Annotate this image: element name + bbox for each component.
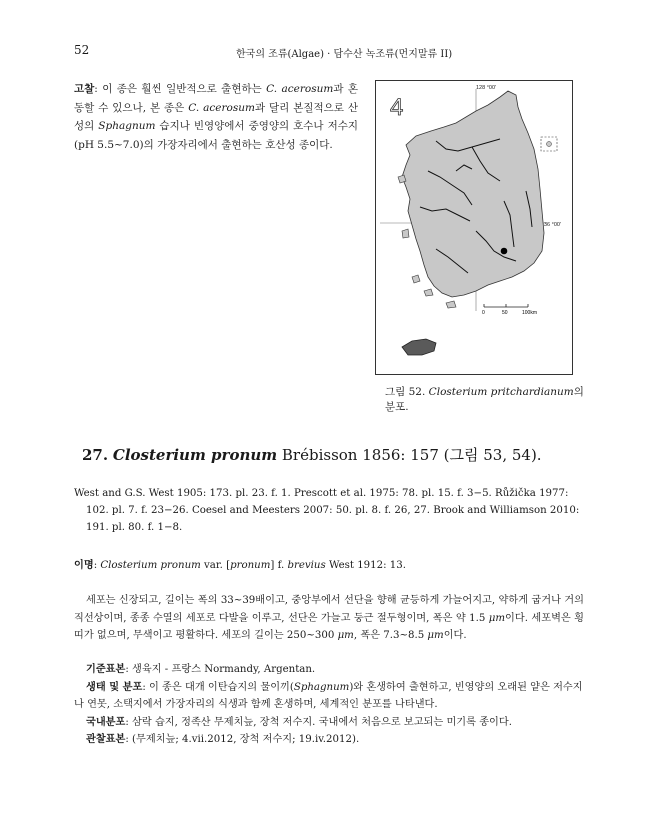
panel-number-label: 4 [390, 94, 404, 121]
unit: μm [427, 630, 444, 641]
species-number: 27. [82, 446, 109, 464]
figure-caption [385, 384, 585, 414]
latitude-label: 36 °00' [544, 222, 562, 228]
ecology-text: )와 혼생하여 출현하고, 빈영양의 오래된 얕은 저수지나 연못, 소택지에서 가장자리의 식생과 함께 혼생하며, 세계적인 분포를 나타낸다. [74, 681, 583, 710]
type-label: 기준표본 [86, 663, 126, 675]
remarks-text: : 이 종은 훨씬 일반적으로 출현하는 [94, 83, 267, 95]
reference-list: West and G.S. West 1905: 173. pl. 23. f. 1. Prescott et al. 1975: 78. pl. 15. f. 3−5. Růžička 1977: 102. pl. 7. f. 23−26. Coesel and Meesters 2007: 50. pl. 8. f. 26, 27. Brook and Williamson 2010: 191. pl. 80. f. 1−8. [74, 488, 580, 533]
island-shape [412, 275, 420, 283]
page-number: 52 [74, 43, 90, 57]
synonym-label: 이명 [74, 559, 94, 571]
ecology-label: 생태 및 분포 [86, 680, 143, 693]
scale-bar [482, 304, 537, 316]
taxon-name: C. acerosum [188, 101, 255, 114]
description-text: 이다. [443, 630, 467, 641]
facts-block [74, 661, 586, 749]
ulleungdo-island [547, 142, 552, 147]
description-paragraph [74, 592, 584, 645]
species-heading [82, 444, 582, 465]
references-block [74, 485, 584, 536]
island-shape [424, 289, 433, 296]
unit: μm [488, 612, 506, 624]
synonym-text: var. [ [200, 560, 231, 571]
island-shape [402, 229, 409, 238]
type-specimen-line [74, 661, 586, 679]
remarks-text: 습지나 빈영양에서 중영양의 호수나 저수지(pH 5.5~7.0)의 가장자리에서 출현하는 호산성 종이다. [74, 120, 359, 151]
scale-label-0: 0 [482, 310, 485, 316]
scale-label-50: 50 [502, 310, 508, 316]
jeju-island-shape [402, 339, 436, 355]
synonym-text: ] f. [270, 560, 288, 571]
taxon-name: Sphagnum [293, 681, 350, 693]
taxon-name: brevius [287, 560, 326, 571]
caption-prefix: 그림 52. [385, 386, 429, 398]
korea-mainland-shape [402, 91, 544, 297]
occurrence-point [501, 248, 508, 255]
species-authority: Brébisson 1856: 157 (그림 53, 54). [277, 446, 542, 464]
description-text: 세포는 신장되고, 길이는 폭의 33~39배이고, 중앙부에서 선단을 향해 균등하게 가늘어지고, 약하게 굽거나 거의 직선상이며, 종종 수열의 세포로 다발을 이루고, 선단은 가늘고 둥근 절두형이며, 폭은 약 1.5 [74, 595, 584, 624]
taxon-name: C. acerosum [266, 83, 334, 95]
synonym-line: 이명: Closterium pronum var. [pronum] f. brevius West 1912: 13. [74, 559, 406, 571]
description-text: 이다. 세포벽은 횡띠가 없으며, 무색이고 평활하다. 세포의 길이는 250~300 [74, 612, 585, 641]
caption-species: Closterium pritchardianum [428, 386, 574, 398]
species-name: Closterium pronum [112, 446, 278, 464]
running-title: 한국의 조류(Algae) · 담수산 녹조류(먼지말류 II) [236, 49, 453, 60]
unit: μm [337, 630, 354, 641]
observed-label: 관찰표본 [86, 733, 126, 745]
remarks-label: 고찰 [74, 83, 95, 95]
ecology-text: : 이 종은 대개 이탄습지의 물이끼( [142, 681, 294, 693]
remarks-paragraph [74, 80, 358, 154]
taxon-name: Sphagnum [98, 120, 156, 132]
caption-suffix: 의 분포. [385, 386, 584, 413]
observed-specimen-line [74, 731, 586, 749]
domestic-label: 국내분포 [86, 715, 126, 728]
taxon-name: pronum [230, 560, 271, 571]
taxon-name: Closterium pronum [100, 560, 201, 571]
synonym-text: West 1912: 13. [325, 560, 406, 571]
ecology-line [74, 679, 586, 714]
domestic-distribution-line [74, 714, 586, 732]
domestic-value: : 삼락 습지, 정족산 무제치늪, 장척 저수지. 국내에서 처음으로 보고되는 미기록 종이다. [125, 716, 512, 728]
description-text: , 폭은 7.3~8.5 [353, 630, 428, 641]
distribution-map [375, 80, 573, 375]
scale-label-100: 100km [522, 310, 538, 316]
observed-value: : (무제치늪; 4.vii.2012, 장척 저수지; 19.iv.2012). [125, 734, 360, 745]
longitude-label: 128 °00' [476, 85, 497, 91]
island-shape [446, 301, 456, 308]
remarks-text: 과 혼동할 수 있으나, 본 종은 [74, 83, 358, 114]
type-value: : 생육지 - 프랑스 Normandy, Argentan. [125, 664, 316, 675]
remarks-text: 과 달리 본질적으로 산성의 [74, 101, 358, 132]
